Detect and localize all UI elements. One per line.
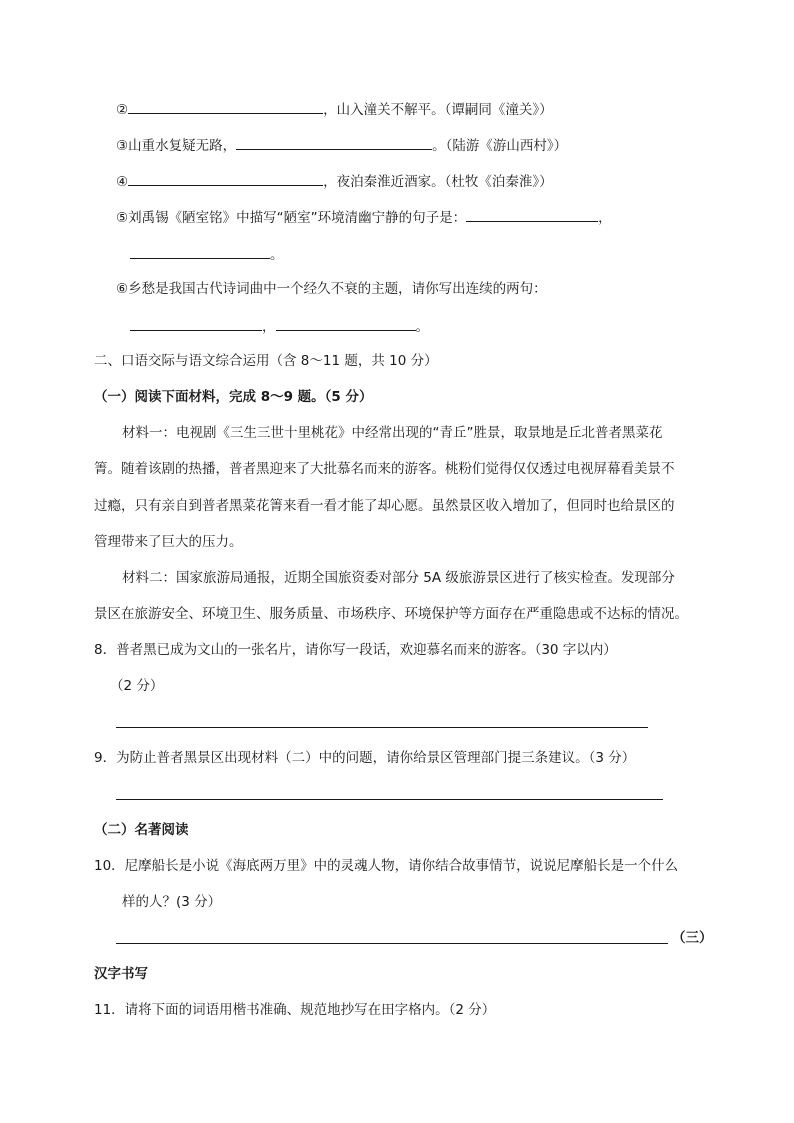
separator: ， — [598, 210, 612, 226]
material2-line-2: 景区在旅游安全、环境卫生、服务质量、市场秩序、环境保护等方面存在严重隐患或不达标的情况。 — [94, 606, 688, 622]
answer-blank[interactable] — [130, 244, 270, 259]
end-mark: 。 — [415, 319, 429, 335]
poem-text: ③山重水复疑无路， — [116, 138, 237, 154]
question-10: 10．尼摩船长是小说《海底两万里》中的灵魂人物，请你结合故事情节，说说尼摩船长是一个什么 — [94, 858, 679, 874]
answer-blank[interactable] — [130, 316, 262, 331]
item-marker: ② — [116, 102, 129, 118]
answer-blank[interactable] — [466, 207, 598, 222]
poem-text: ，夜泊秦淮近酒家。（杜牧《泊秦淮》） — [323, 174, 553, 190]
material1-line-4: 管理带来了巨大的压力。 — [94, 534, 243, 550]
question-8: 8．普者黑已成为文山的一张名片，请你写一段话，欢迎慕名而来的游客。（30 字以内） — [94, 642, 617, 658]
answer-blank[interactable] — [128, 171, 323, 186]
part1-heading: （一）阅读下面材料，完成 8～9 题。（5 分） — [94, 389, 373, 405]
poem-item-4 — [116, 171, 553, 192]
poem-item-6 — [116, 279, 547, 299]
poem-text: ，山入潼关不解平。（谭嗣同《潼关》） — [323, 102, 553, 118]
question-8-score: （2 分） — [110, 678, 164, 694]
answer-blank[interactable] — [276, 316, 416, 331]
poem-item-5-cont — [130, 244, 284, 265]
material1-line-2: 箐。随着该剧的热播，普者黑迎来了大批慕名而来的游客。桃粉们觉得仅仅透过电视屏幕看美景不 — [94, 461, 675, 477]
poem-item-2 — [116, 99, 553, 120]
part3-heading: 汉字书写 — [94, 966, 148, 982]
material2-line-1: 材料二：国家旅游局通报，近期全国旅资委对部分 5A 级旅游景区进行了核实检查。发现部分 — [122, 570, 675, 586]
part3-marker: （三） — [672, 930, 713, 946]
poem-item-3 — [116, 135, 567, 156]
end-mark: 。 — [270, 247, 284, 263]
part2-heading: （二）名著阅读 — [94, 822, 189, 838]
question-11: 11．请将下面的词语用楷书准确、规范地抄写在田字格内。（2 分） — [94, 1002, 496, 1018]
answer-line-q9[interactable] — [116, 799, 663, 800]
answer-line-q8[interactable] — [116, 727, 648, 728]
poem-text: 。（陆游《游山西村》） — [432, 138, 568, 154]
material1-line-1: 材料一：电视剧《三生三世十里桃花》中经常出现的“青丘”胜景，取景地是丘北普者黑菜花 — [122, 425, 663, 441]
poem-text: ⑤刘禹锡《陋室铭》中描写“陋室”环境清幽宁静的句子是： — [116, 210, 467, 226]
question-9: 9．为防止普者黑景区出现材料（二）中的问题，请你给景区管理部门提三条建议。（3 分） — [94, 750, 636, 766]
section-heading: 二、口语交际与语文综合运用（含 8～11 题，共 10 分） — [94, 353, 438, 369]
poem-item-6-cont — [130, 316, 429, 337]
answer-line-q10[interactable] — [116, 943, 668, 944]
answer-blank[interactable] — [128, 99, 323, 114]
poem-item-5 — [116, 207, 612, 228]
question-10-cont: 样的人？(3 分） — [122, 894, 222, 910]
poem-text: ⑥乡愁是我国古代诗词曲中一个经久不衰的主题，请你写出连续的两句： — [116, 281, 547, 297]
answer-blank[interactable] — [236, 135, 432, 150]
item-marker: ④ — [116, 174, 129, 190]
material1-line-3: 过瘾，只有亲自到普者黑菜花箐来看一看才能了却心愿。虽然景区收入增加了，但同时也给景区的 — [94, 498, 675, 514]
separator: ， — [262, 319, 276, 335]
